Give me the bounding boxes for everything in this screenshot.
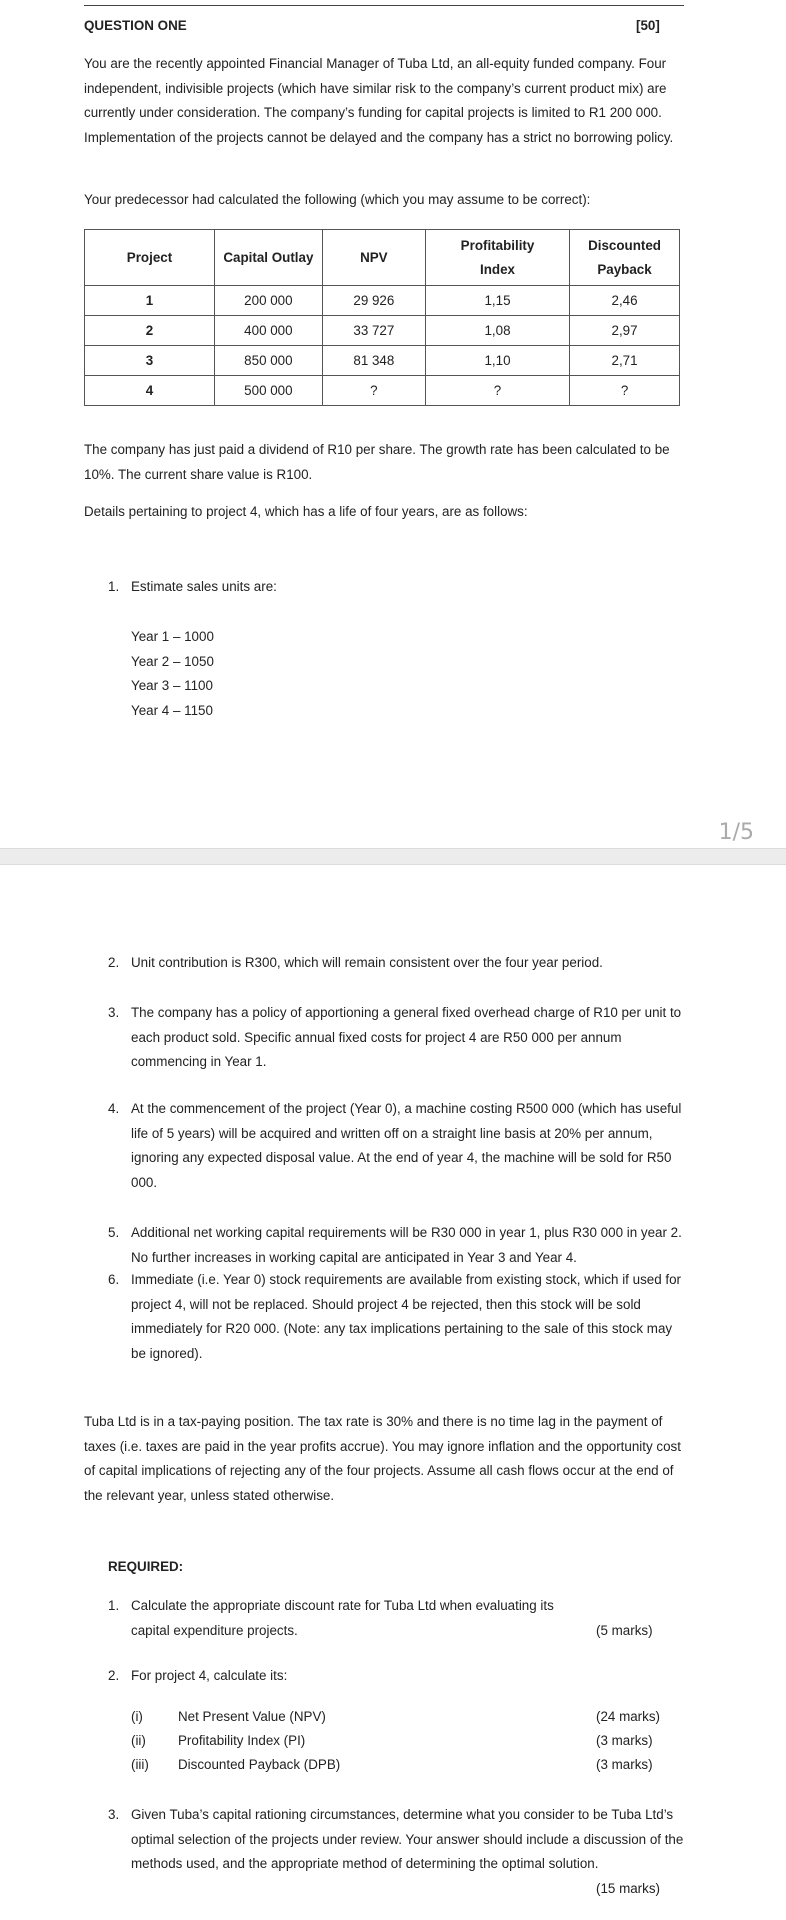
year-item: Year 1 – 1000 (131, 629, 214, 644)
cell-capital-outlay: 400 000 (214, 316, 322, 346)
sub-item-npv: Net Present Value (NPV) (178, 1709, 326, 1724)
question-heading: QUESTION ONE (84, 18, 187, 33)
cell-npv: 29 926 (322, 286, 425, 316)
cell-pi: 1,15 (425, 286, 569, 316)
cell-npv: ? (322, 376, 425, 406)
year-item: Year 3 – 1100 (131, 678, 213, 693)
header-capital-outlay: Capital Outlay (214, 230, 322, 286)
top-rule (84, 5, 684, 6)
sub-marks: (3 marks) (596, 1757, 653, 1772)
required-q1: Calculate the appropriate discount rate for Tuba Ltd when evaluating its capital expenditure projects. (131, 1598, 554, 1638)
required-heading: REQUIRED: (108, 1559, 184, 1574)
sub-item-dpb: Discounted Payback (DPB) (178, 1757, 341, 1772)
year-item: Year 2 – 1050 (131, 653, 214, 669)
list-item-4: At the commencement of the project (Year 0), a machine costing R500 000 (which has useful life of 5 years) will be acquired and written off on a straight line basis at 20% per annum, ignoring any expected disposal value. At the end of year 4, the machine will be sold for R50 000. (131, 1101, 682, 1190)
predecessor-paragraph: Your predecessor had calculated the following (which you may assume to be correct): (84, 192, 591, 207)
sub-number: (iii) (131, 1757, 149, 1772)
list-number: 5. (108, 1225, 120, 1240)
list-item-2: Unit contribution is R300, which will remain consistent over the four year period. (131, 955, 603, 970)
cell-project: 3 (85, 346, 215, 376)
cell-payback: 2,46 (570, 286, 680, 316)
list-item-3: The company has a policy of apportioning a general fixed overhead charge of R10 per unit to each product sold. Specific annual fixed costs for project 4 are R50 000 per annum commencing in Year 1. (131, 1005, 682, 1069)
table-row (85, 316, 680, 346)
table-row (85, 286, 680, 316)
tax-paragraph: Tuba Ltd is in a tax-paying position. The tax rate is 30% and there is no time lag in the payment of taxes (i.e. taxes are paid in the year profits accrue). You may ignore inflation and the opportunity cost of capital implications of rejecting any of the four projects. Assume all cash flows occur at the end of the relevant year, unless stated otherwise. (84, 1414, 681, 1503)
list-number: 3. (108, 1807, 120, 1822)
list-number: 1. (108, 1598, 120, 1613)
document-page-2 (0, 865, 786, 1920)
cell-npv: 33 727 (322, 316, 425, 346)
header-profitability-index: Profitability Index (425, 230, 569, 286)
cell-project: 4 (85, 376, 215, 406)
list-item-1: Estimate sales units are: (131, 579, 277, 594)
cell-pi: ? (425, 376, 569, 406)
list-number: 1. (108, 579, 120, 594)
sub-marks: (3 marks) (596, 1733, 653, 1748)
list-number: 2. (108, 955, 120, 970)
list-number: 4. (108, 1101, 120, 1116)
header-discounted-payback: Discounted Payback (570, 230, 680, 286)
details-paragraph: Details pertaining to project 4, which has a life of four years, are as follows: (84, 504, 528, 519)
header-npv: NPV (322, 230, 425, 286)
sales-years-list (131, 625, 214, 723)
sub-marks: (24 marks) (596, 1709, 660, 1724)
total-marks: [50] (636, 18, 660, 33)
list-number: 3. (108, 1005, 120, 1020)
intro-paragraph: You are the recently appointed Financial Manager of Tuba Ltd, an all-equity funded company. Four independent, indivisible projects (which have similar risk to the company’s current product mix) are currently under consideration. The company’s funding for capital projects is limited to R1 200 000. Implementation of the projects cannot be delayed and the company has a strict no borrowing policy. (84, 56, 674, 145)
document-page-1 (0, 0, 786, 848)
list-number: 6. (108, 1272, 120, 1287)
page-number: 1/5 (718, 820, 754, 845)
list-item-6: Immediate (i.e. Year 0) stock requirements are available from existing stock, which if used for project 4, will not be replaced. Should project 4 be rejected, then this stock will be sold immediately for R20 000. (Note: any tax implications pertaining to the sale of this stock may be ignored). (131, 1272, 682, 1361)
cell-npv: 81 348 (322, 346, 425, 376)
year-item: Year 4 – 1150 (131, 702, 213, 718)
required-q2: For project 4, calculate its: (131, 1668, 288, 1683)
cell-pi: 1,10 (425, 346, 569, 376)
q3-marks: (15 marks) (596, 1881, 660, 1896)
cell-payback: 2,97 (570, 316, 680, 346)
table-row (85, 346, 680, 376)
header-project: Project (85, 230, 215, 286)
cell-pi: 1,08 (425, 316, 569, 346)
dividend-paragraph: The company has just paid a dividend of R10 per share. The growth rate has been calculated to be 10%. The current share value is R100. (84, 442, 670, 482)
required-q3: Given Tuba’s capital rationing circumstances, determine what you consider to be Tuba Ltd’s optimal selection of the projects under review. Your answer should include a discussion of the methods used, and the appropriate method of determining the optimal solution. (131, 1807, 684, 1871)
list-item-5: Additional net working capital requirements will be R30 000 in year 1, plus R30 000 in year 2. No further increases in working capital are anticipated in Year 3 and Year 4. (131, 1225, 682, 1265)
cell-project: 1 (85, 286, 215, 316)
sub-item-pi: Profitability Index (PI) (178, 1733, 306, 1748)
table-header-row (85, 230, 680, 286)
sub-number: (i) (131, 1709, 143, 1724)
list-number: 2. (108, 1668, 120, 1683)
cell-capital-outlay: 200 000 (214, 286, 322, 316)
cell-capital-outlay: 850 000 (214, 346, 322, 376)
cell-project: 2 (85, 316, 215, 346)
cell-capital-outlay: 500 000 (214, 376, 322, 406)
page-separator (0, 848, 786, 865)
q1-marks: (5 marks) (596, 1623, 653, 1638)
table-row (85, 376, 680, 406)
cell-payback: 2,71 (570, 346, 680, 376)
sub-number: (ii) (131, 1733, 146, 1748)
cell-payback: ? (570, 376, 680, 406)
projects-table (84, 229, 680, 406)
